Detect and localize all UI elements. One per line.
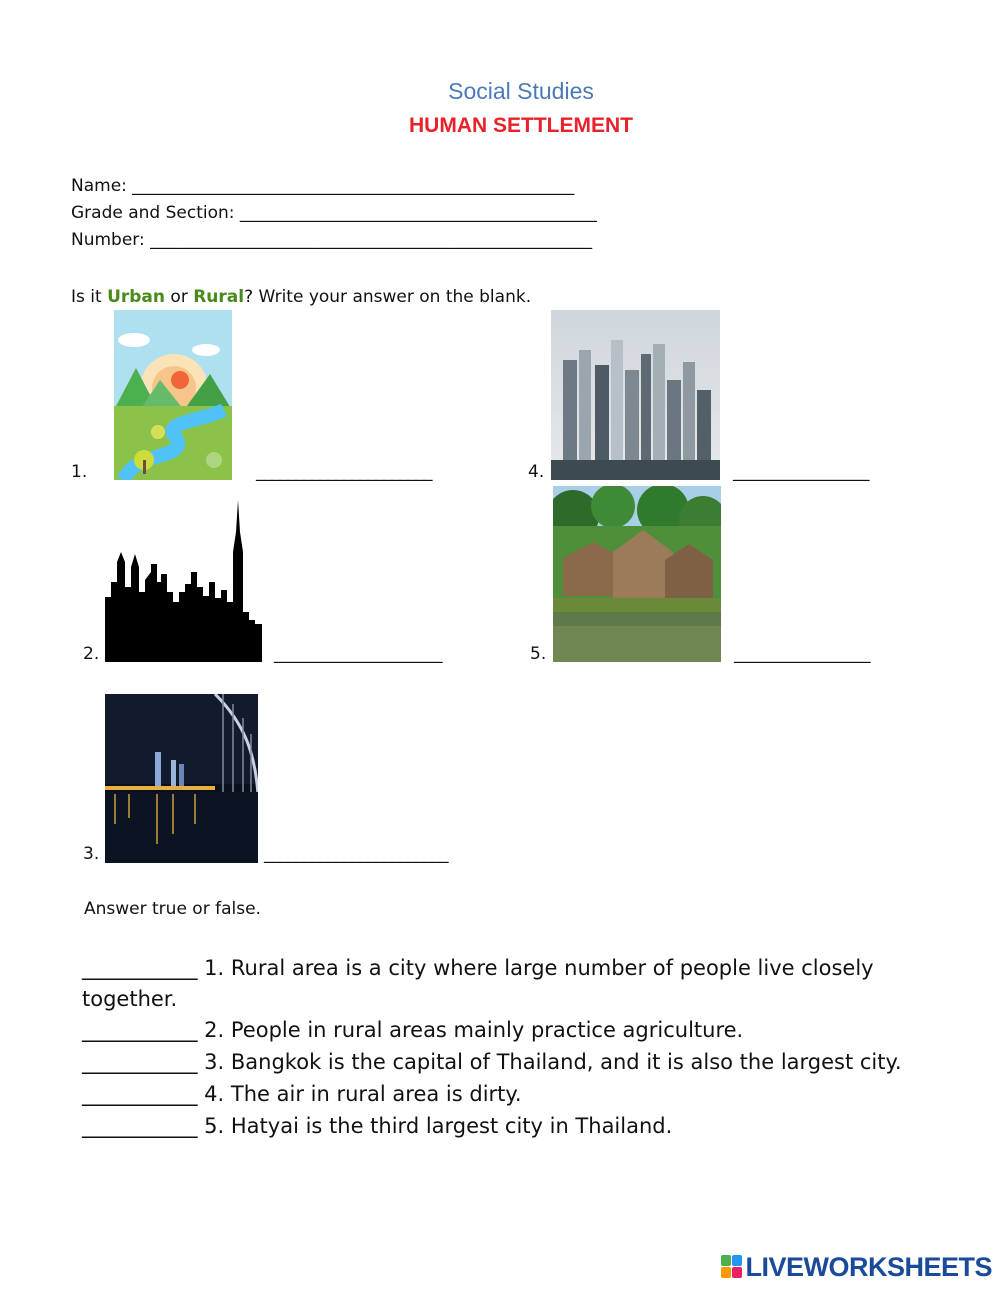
true-false-heading: Answer true or false.	[84, 899, 261, 919]
number-label: Number:	[71, 230, 151, 250]
item-1-answer-blank[interactable]: ______________________	[256, 462, 432, 482]
item-3-number: 3.	[83, 844, 100, 864]
instruction-text-rest: ? Write your answer on the blank.	[244, 287, 532, 307]
skyscrapers-photo-icon	[551, 310, 720, 480]
instruction-text: Is it	[71, 287, 108, 307]
name-label: Name:	[71, 176, 133, 196]
tf-statement-4: 4. The air in rural area is dirty.	[197, 1082, 522, 1106]
wooden-village-lake-icon	[553, 486, 721, 662]
liveworksheets-brand[interactable]	[721, 1252, 992, 1283]
name-field	[71, 176, 574, 196]
worksheet-title: HUMAN SETTLEMENT	[409, 114, 633, 137]
item-4-answer-blank[interactable]: _________________	[733, 462, 869, 482]
tf-answer-blank-5[interactable]: ___________	[82, 1114, 198, 1138]
city-night-river-icon	[105, 694, 258, 863]
name-line[interactable]: ____________________________________________________	[132, 176, 575, 196]
liveworksheets-logo-icon	[721, 1255, 743, 1279]
city-skyline-silhouette-icon	[105, 492, 262, 662]
tf-item-1-continuation: together.	[82, 987, 178, 1011]
instruction-text-or: or	[165, 287, 194, 307]
item-1-number: 1.	[71, 462, 88, 482]
number-field	[71, 230, 592, 250]
tf-answer-blank-4[interactable]: ___________	[82, 1082, 198, 1106]
grade-section-label: Grade and Section:	[71, 203, 240, 223]
tf-statement-2: 2. People in rural areas mainly practice agriculture.	[197, 1018, 744, 1042]
item-2-answer-blank[interactable]: _____________________	[274, 644, 442, 664]
tf-item-5	[82, 1110, 672, 1142]
grade-section-line[interactable]: __________________________________________	[239, 203, 597, 223]
brand-text: LIVEWORKSHEETS	[745, 1252, 992, 1282]
item-4-number: 4.	[528, 462, 545, 482]
rural-word: Rural	[193, 287, 245, 307]
subject-heading: Social Studies	[448, 78, 594, 104]
tf-answer-blank-1[interactable]: ___________	[82, 956, 198, 980]
urban-word: Urban	[107, 287, 166, 307]
tf-answer-blank-3[interactable]: ___________	[82, 1050, 198, 1074]
item-5-number: 5.	[530, 644, 547, 664]
item-5-answer-blank[interactable]: _________________	[734, 644, 870, 664]
tf-item-1	[82, 952, 874, 984]
tf-item-2	[82, 1014, 743, 1046]
grade-section-field	[71, 203, 597, 223]
item-2-number: 2.	[83, 644, 100, 664]
item-3-answer-blank[interactable]: _______________________	[264, 844, 448, 864]
tf-statement-1: 1. Rural area is a city where large number of people live closely	[197, 956, 874, 980]
instruction	[71, 287, 531, 307]
tf-item-4	[82, 1078, 522, 1110]
rural-landscape-cartoon-icon	[114, 310, 232, 480]
tf-statement-5: 5. Hatyai is the third largest city in Thailand.	[197, 1114, 673, 1138]
tf-statement-3: 3. Bangkok is the capital of Thailand, and it is also the largest city.	[197, 1050, 902, 1074]
number-line[interactable]: ____________________________________________________	[150, 230, 593, 250]
tf-item-3	[82, 1046, 902, 1078]
tf-answer-blank-2[interactable]: ___________	[82, 1018, 198, 1042]
